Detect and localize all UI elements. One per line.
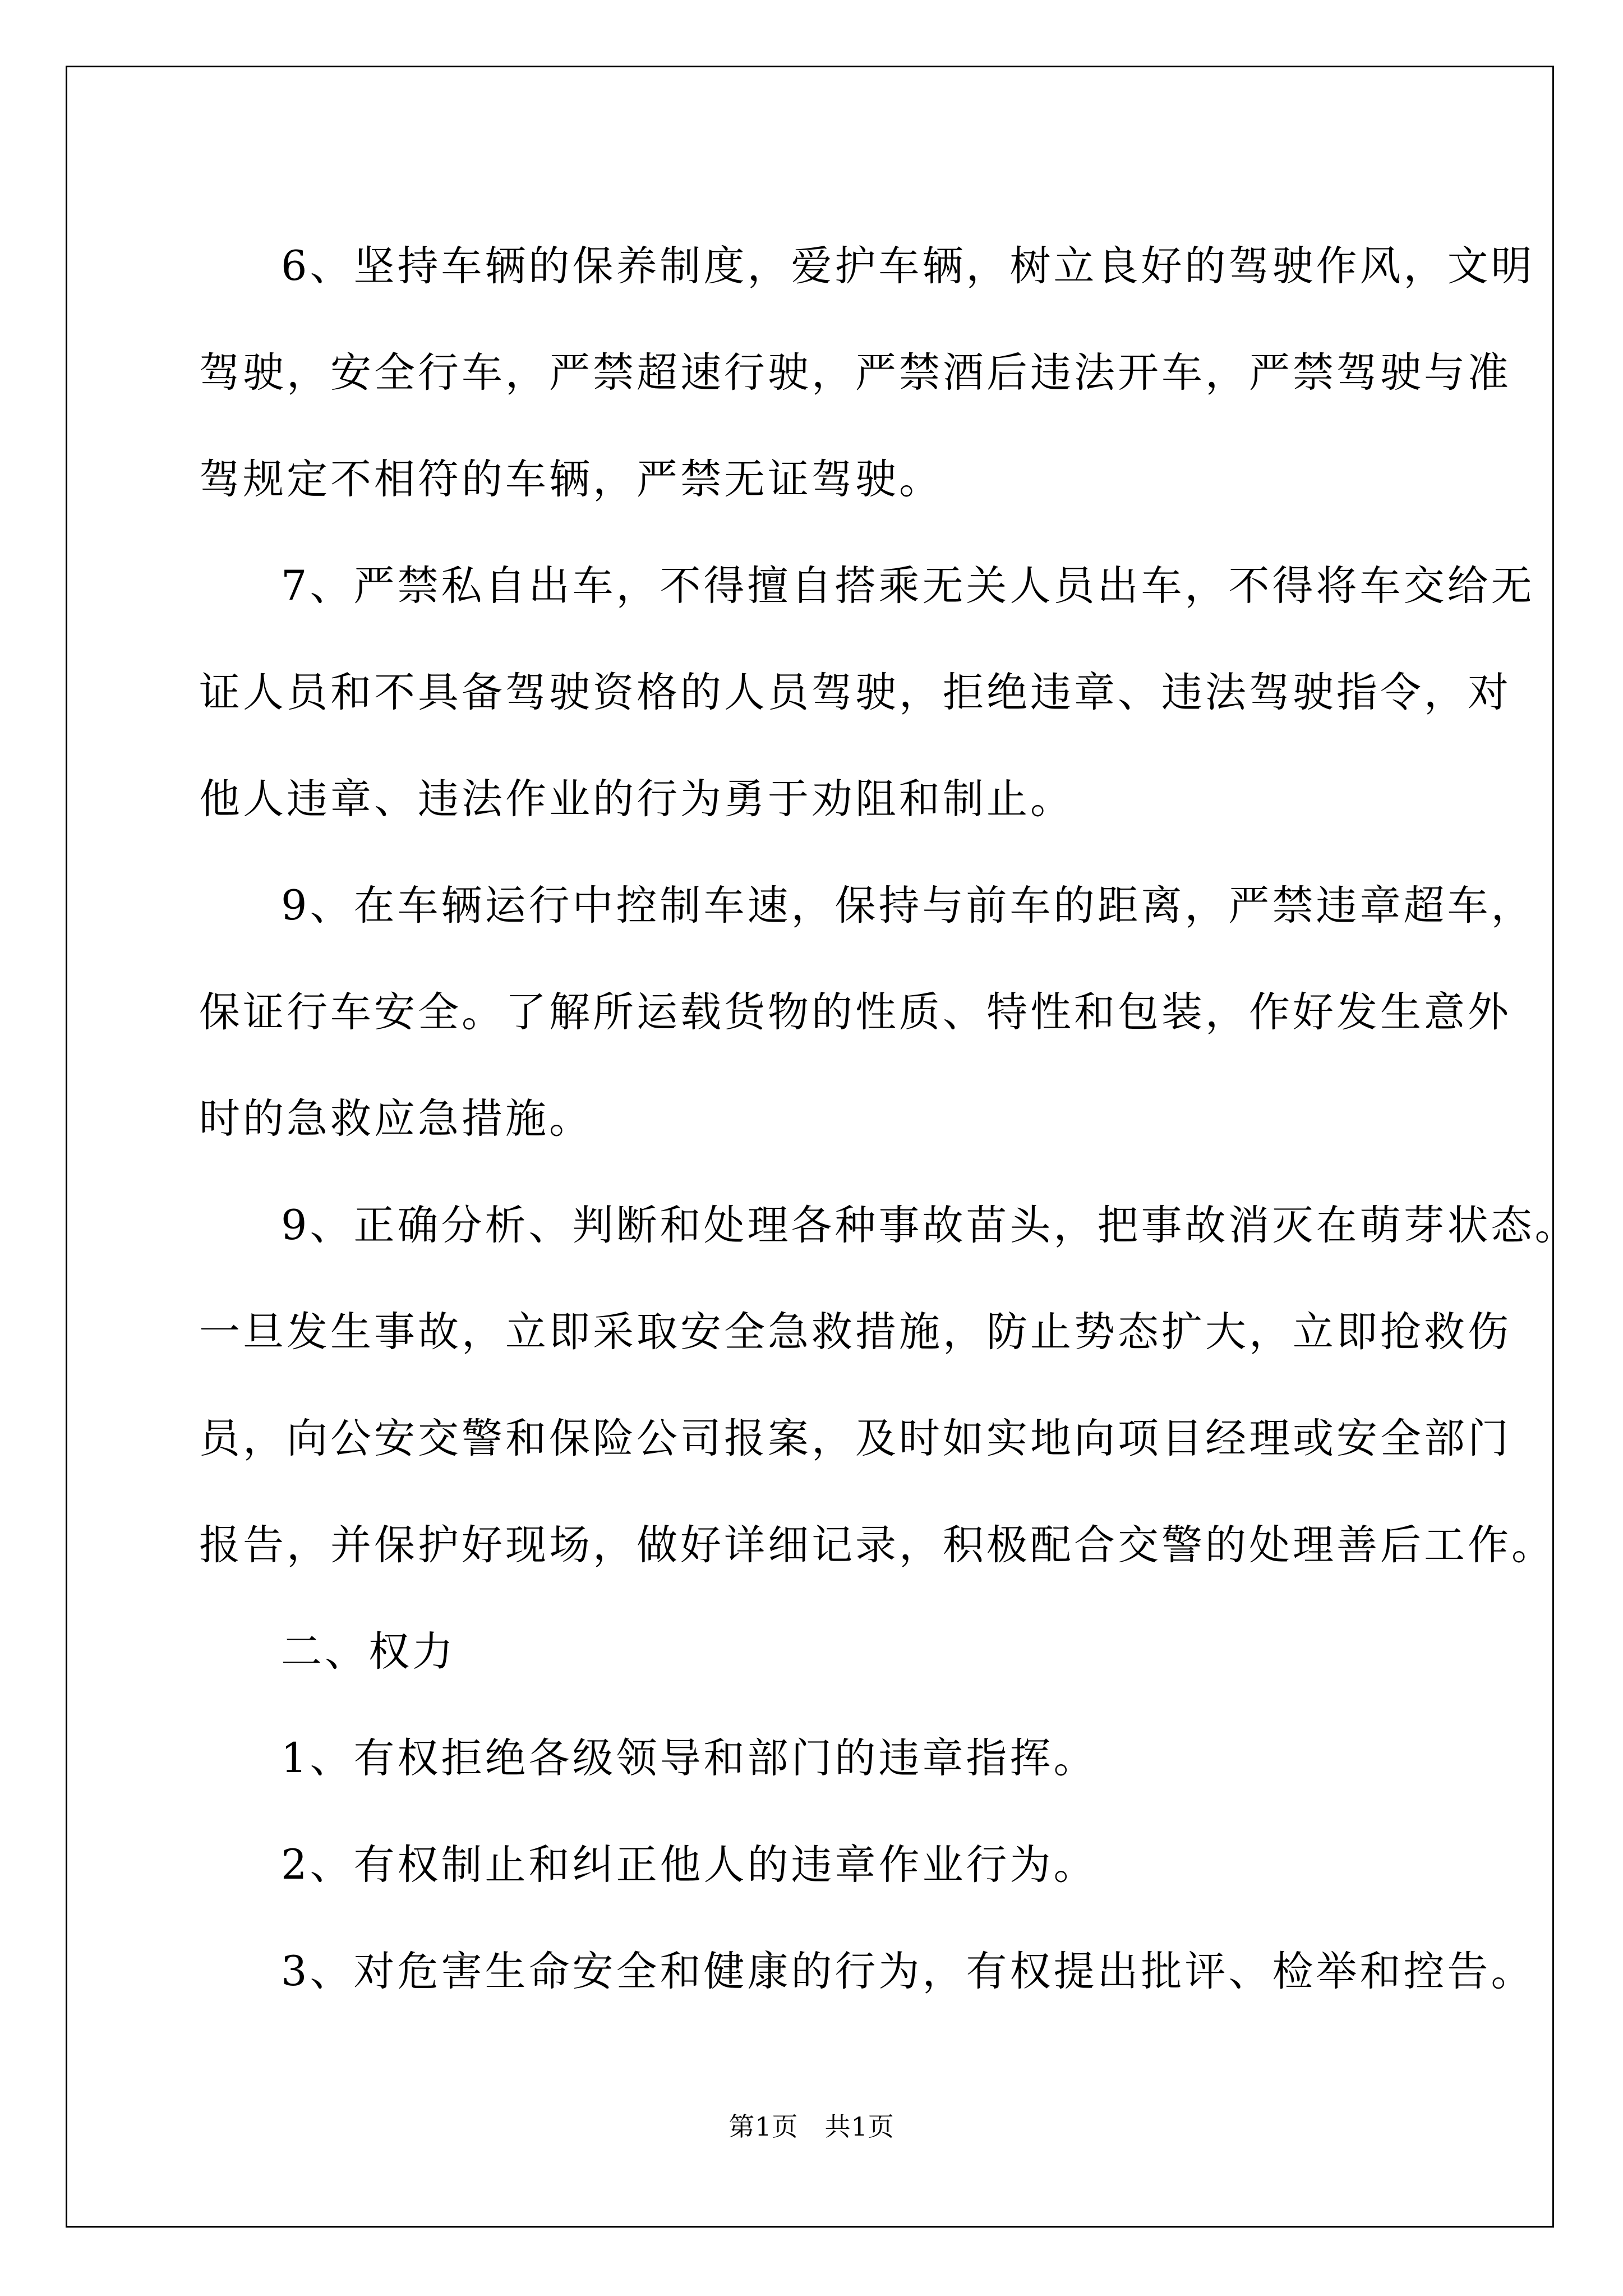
text-line: 驾规定不相符的车辆，严禁无证驾驶。 (199, 455, 943, 503)
text-line: 时的急救应急措施。 (199, 1095, 593, 1143)
text-line: 驾驶，安全行车，严禁超速行驶，严禁酒后违法开车，严禁驾驶与准 (199, 349, 1511, 397)
page-number: 第1页 共1页 (728, 2111, 895, 2142)
text-line: 9、正确分析、判断和处理各种事故苗头，把事故消灭在萌芽状态。 (281, 1202, 1579, 1249)
text-line: 他人违章、违法作业的行为勇于劝阻和制止。 (199, 775, 1074, 823)
text-line: 报告，并保护好现场，做好详细记录，积极配合交警的处理善后工作。 (199, 1521, 1555, 1569)
text-line: 员，向公安交警和保险公司报案，及时如实地向项目经理或安全部门 (199, 1415, 1511, 1462)
text-line: 二、权力 (281, 1628, 456, 1676)
paragraph-7 (199, 533, 1535, 853)
rights-item-2 (199, 1812, 1433, 1918)
rights-item-1 (199, 1705, 1433, 1812)
text-line: 2、有权制止和纠正他人的违章作业行为。 (281, 1841, 1098, 1889)
text-line: 9、在车辆运行中控制车速，保持与前车的距离，严禁违章超车， (281, 882, 1535, 930)
text-line: 证人员和不具备驾驶资格的人员驾驶，拒绝违章、违法驾驶指令，对 (199, 669, 1511, 716)
document-body (199, 213, 1579, 2025)
text-line: 1、有权拒绝各级领导和部门的违章指挥。 (281, 1734, 1098, 1782)
rights-item-3 (199, 1918, 1535, 2025)
text-line: 一旦发生事故，立即采取安全急救措施，防止势态扩大，立即抢救伤 (199, 1308, 1511, 1356)
section-heading-rights (199, 1599, 1433, 1705)
text-line: 3、对危害生命安全和健康的行为，有权提出批评、检举和控告。 (281, 1948, 1535, 1995)
paragraph-9a (199, 853, 1535, 1172)
paragraph-6 (199, 213, 1535, 533)
text-line: 保证行车安全。了解所运载货物的性质、特性和包装，作好发生意外 (199, 988, 1511, 1036)
text-line: 6、坚持车辆的保养制度，爱护车辆，树立良好的驾驶作风，文明 (281, 242, 1535, 290)
text-line: 7、严禁私自出车，不得擅自搭乘无关人员出车，不得将车交给无 (281, 562, 1535, 610)
paragraph-9b (199, 1172, 1579, 1599)
page-footer (0, 2106, 1623, 2143)
